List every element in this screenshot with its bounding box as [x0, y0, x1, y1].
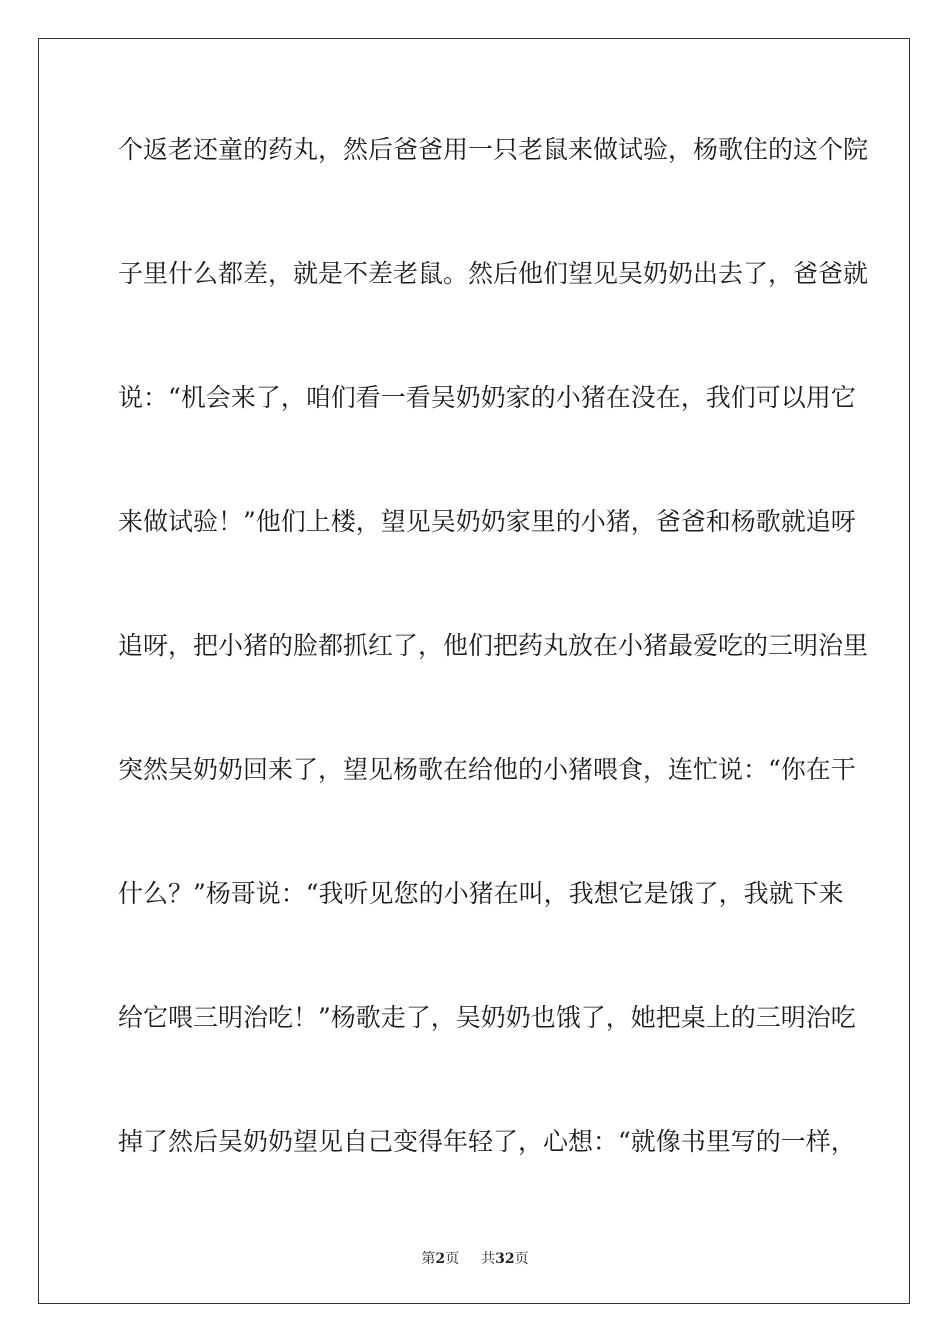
total-suffix: 页 — [514, 1251, 529, 1267]
page-suffix: 页 — [445, 1251, 460, 1267]
text-line: 什么？”杨哥说：“我听见您的小猪在叫，我想它是饿了，我就下来 — [118, 879, 844, 908]
page-footer — [0, 1248, 950, 1268]
text-line: 说：“机会来了，咱们看一看吴奶奶家的小猪在没在，我们可以用它 — [118, 383, 856, 412]
text-line: 追呀，把小猪的脸都抓红了，他们把药丸放在小猪最爱吃的三明治里 — [118, 631, 869, 660]
page-border — [38, 38, 910, 1304]
text-line: 突然吴奶奶回来了，望见杨歌在给他的小猪喂食，连忙说：“你在干 — [118, 755, 856, 784]
total-prefix: 共 — [481, 1251, 496, 1267]
page-prefix: 第 — [421, 1251, 436, 1267]
current-page-number: 2 — [435, 1251, 446, 1267]
text-line: 来做试验！”他们上楼，望见吴奶奶家里的小猪，爸爸和杨歌就追呀 — [118, 507, 856, 536]
text-line: 给它喂三明治吃！”杨歌走了，吴奶奶也饿了，她把桌上的三明治吃 — [118, 1003, 856, 1032]
text-line: 子里什么都差，就是不差老鼠。然后他们望见吴奶奶出去了，爸爸就 — [118, 259, 869, 288]
text-line: 个返老还童的药丸，然后爸爸用一只老鼠来做试验，杨歌住的这个院 — [118, 135, 869, 164]
text-line: 掉了然后吴奶奶望见自己变得年轻了，心想：“就像书里写的一样， — [118, 1127, 856, 1156]
total-page-count: 32 — [495, 1251, 515, 1267]
